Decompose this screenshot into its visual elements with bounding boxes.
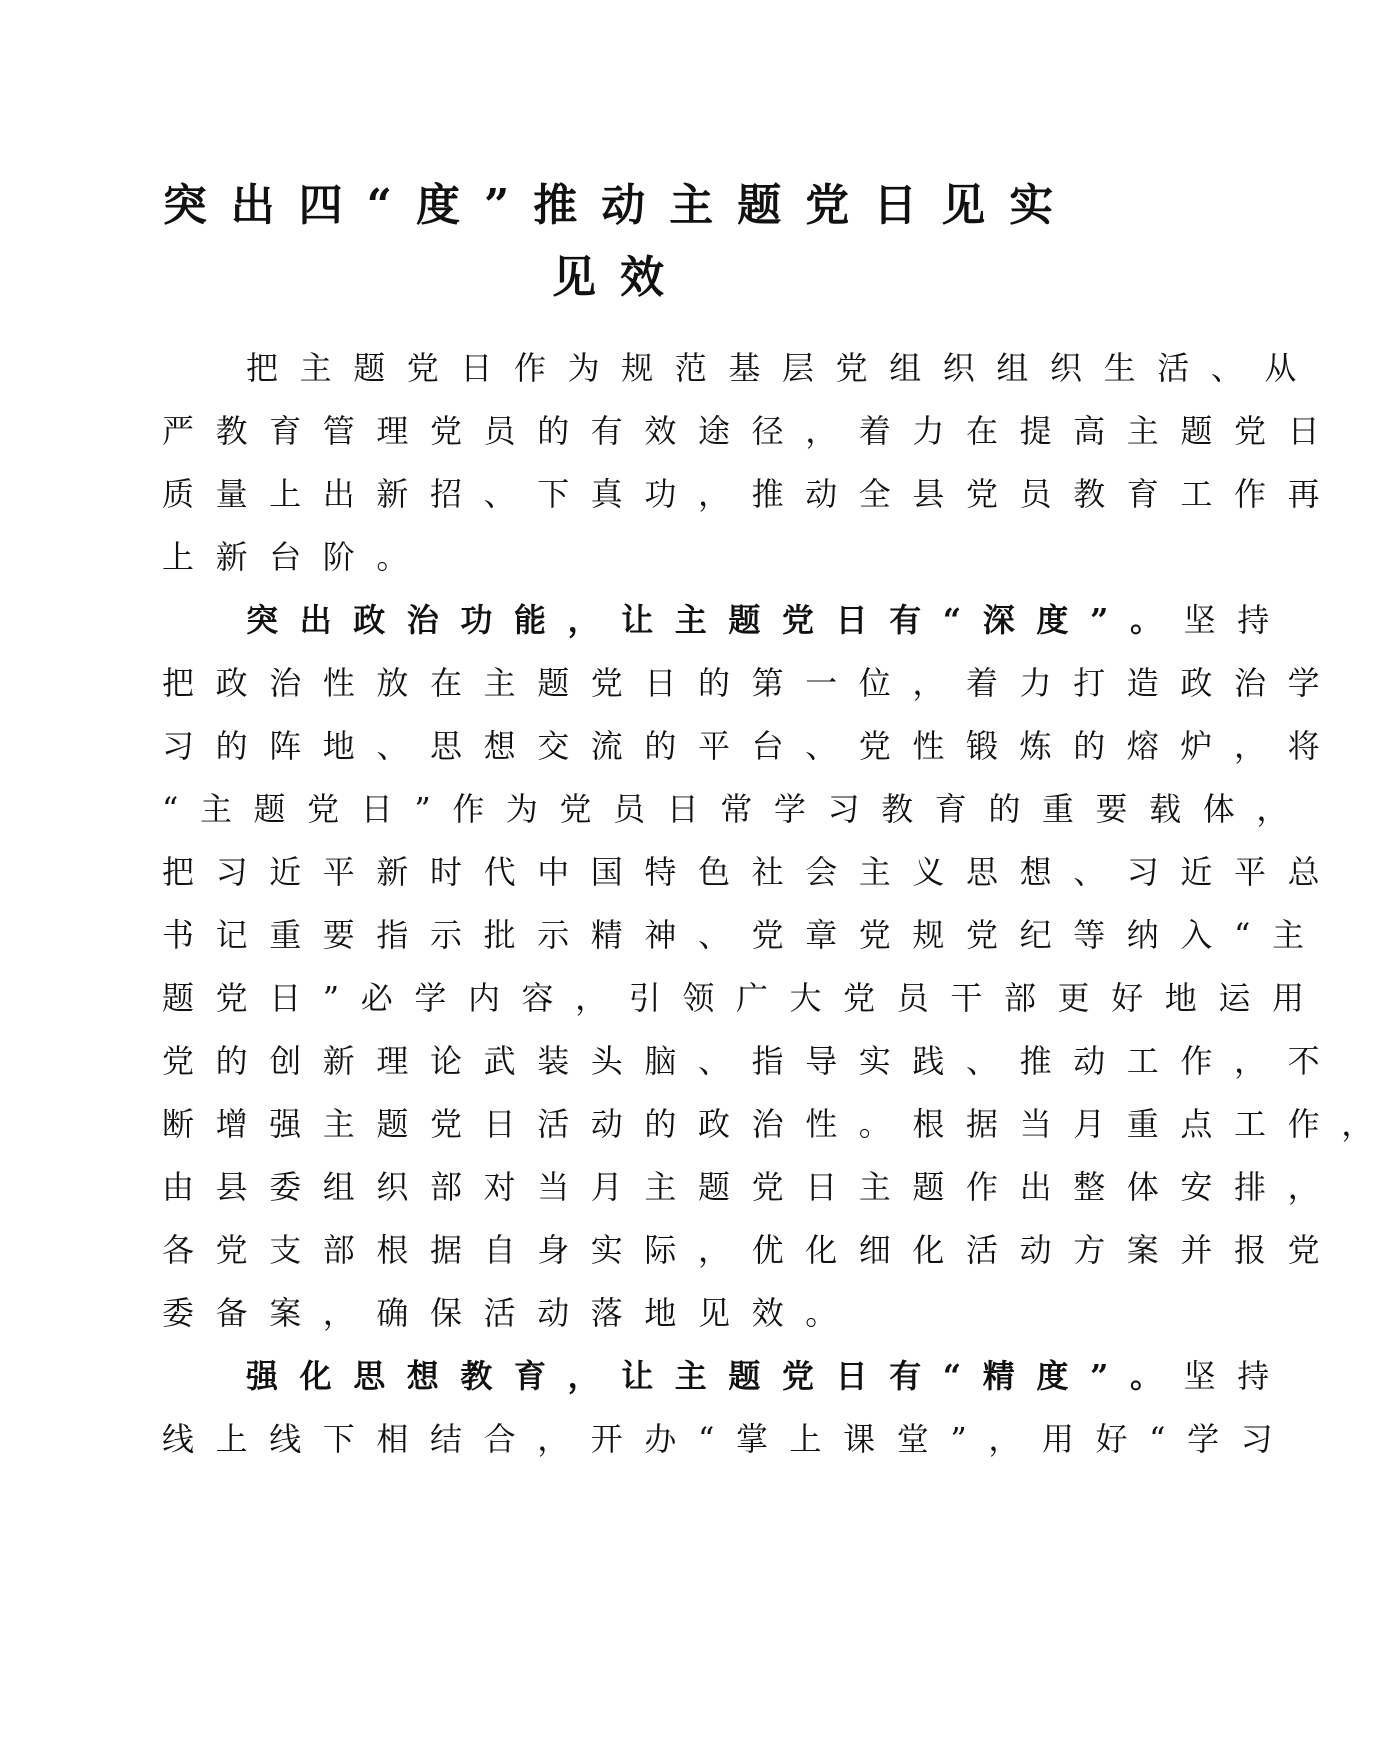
paragraph-line: 习的阵地、思想交流的平台、党性锻炼的熔炉，将 [162, 727, 1342, 765]
document-title-line-1: 突出四“度”推动主题党日见实 [162, 180, 1078, 231]
paragraph-line: 把政治性放在主题党日的第一位，着力打造政治学 [162, 664, 1342, 702]
paragraph-line: “主题党日”作为党员日常学习教育的重要载体， [162, 790, 1310, 828]
paragraph-line-continuation: 坚持 [1183, 601, 1291, 639]
paragraph-first-line [246, 600, 1291, 640]
paragraph-line: 上新台阶。 [162, 538, 431, 576]
paragraph-line: 把主题党日作为规范基层党组织组织生活、从 [246, 349, 1319, 387]
paragraph-line: 各党支部根据自身实际，优化细化活动方案并报党 [162, 1231, 1342, 1269]
paragraph-line: 断增强主题党日活动的政治性。根据当月重点工作， [162, 1105, 1395, 1143]
paragraph-line: 题党日”必学内容，引领广大党员干部更好地运用 [162, 979, 1326, 1017]
paragraph-first-line [246, 1356, 1291, 1396]
paragraph-line: 由县委组织部对当月主题党日主题作出整体安排， [162, 1168, 1342, 1206]
paragraph-line: 线上线下相结合，开办“掌上课堂”，用好“学习 [162, 1420, 1295, 1458]
paragraph-line: 把习近平新时代中国特色社会主义思想、习近平总 [162, 853, 1342, 891]
paragraph-line-continuation: 坚持 [1183, 1357, 1291, 1395]
paragraph-line: 书记重要指示批示精神、党章党规党纪等纳入“主 [162, 916, 1326, 954]
section-heading: 突出政治功能，让主题党日有“深度”。 [246, 601, 1184, 639]
document-title-line-2: 见效 [552, 252, 688, 303]
section-heading: 强化思想教育，让主题党日有“精度”。 [246, 1357, 1184, 1395]
paragraph-line: 党的创新理论武装头脑、指导实践、推动工作，不 [162, 1042, 1342, 1080]
paragraph-line: 严教育管理党员的有效途径，着力在提高主题党日 [162, 412, 1342, 450]
paragraph-line: 委备案，确保活动落地见效。 [162, 1294, 859, 1332]
paragraph-line: 质量上出新招、下真功，推动全县党员教育工作再 [162, 475, 1342, 513]
